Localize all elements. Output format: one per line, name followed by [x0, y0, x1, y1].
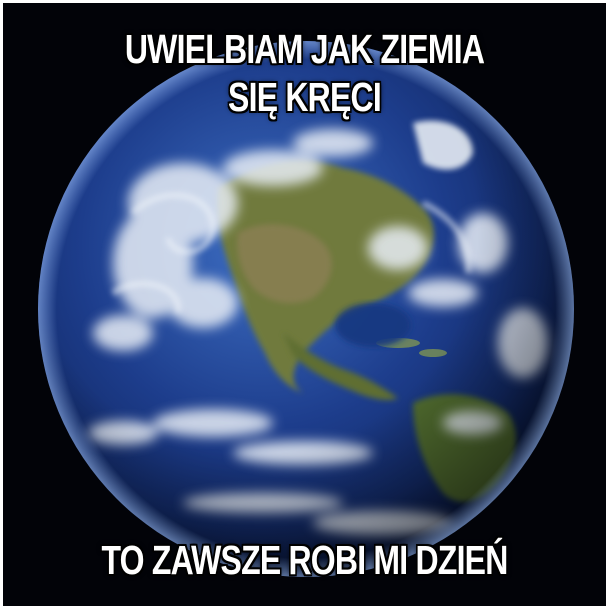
top-caption-line-2: SIĘ KRĘCI [228, 74, 381, 120]
meme-frame [3, 3, 606, 606]
bottom-caption [69, 536, 539, 584]
top-caption [69, 25, 539, 121]
top-caption-line-1: UWIELBIAM JAK ZIEMIA [124, 26, 485, 72]
bottom-caption-line: TO ZAWSZE ROBI MI DZIEŃ [101, 537, 508, 583]
